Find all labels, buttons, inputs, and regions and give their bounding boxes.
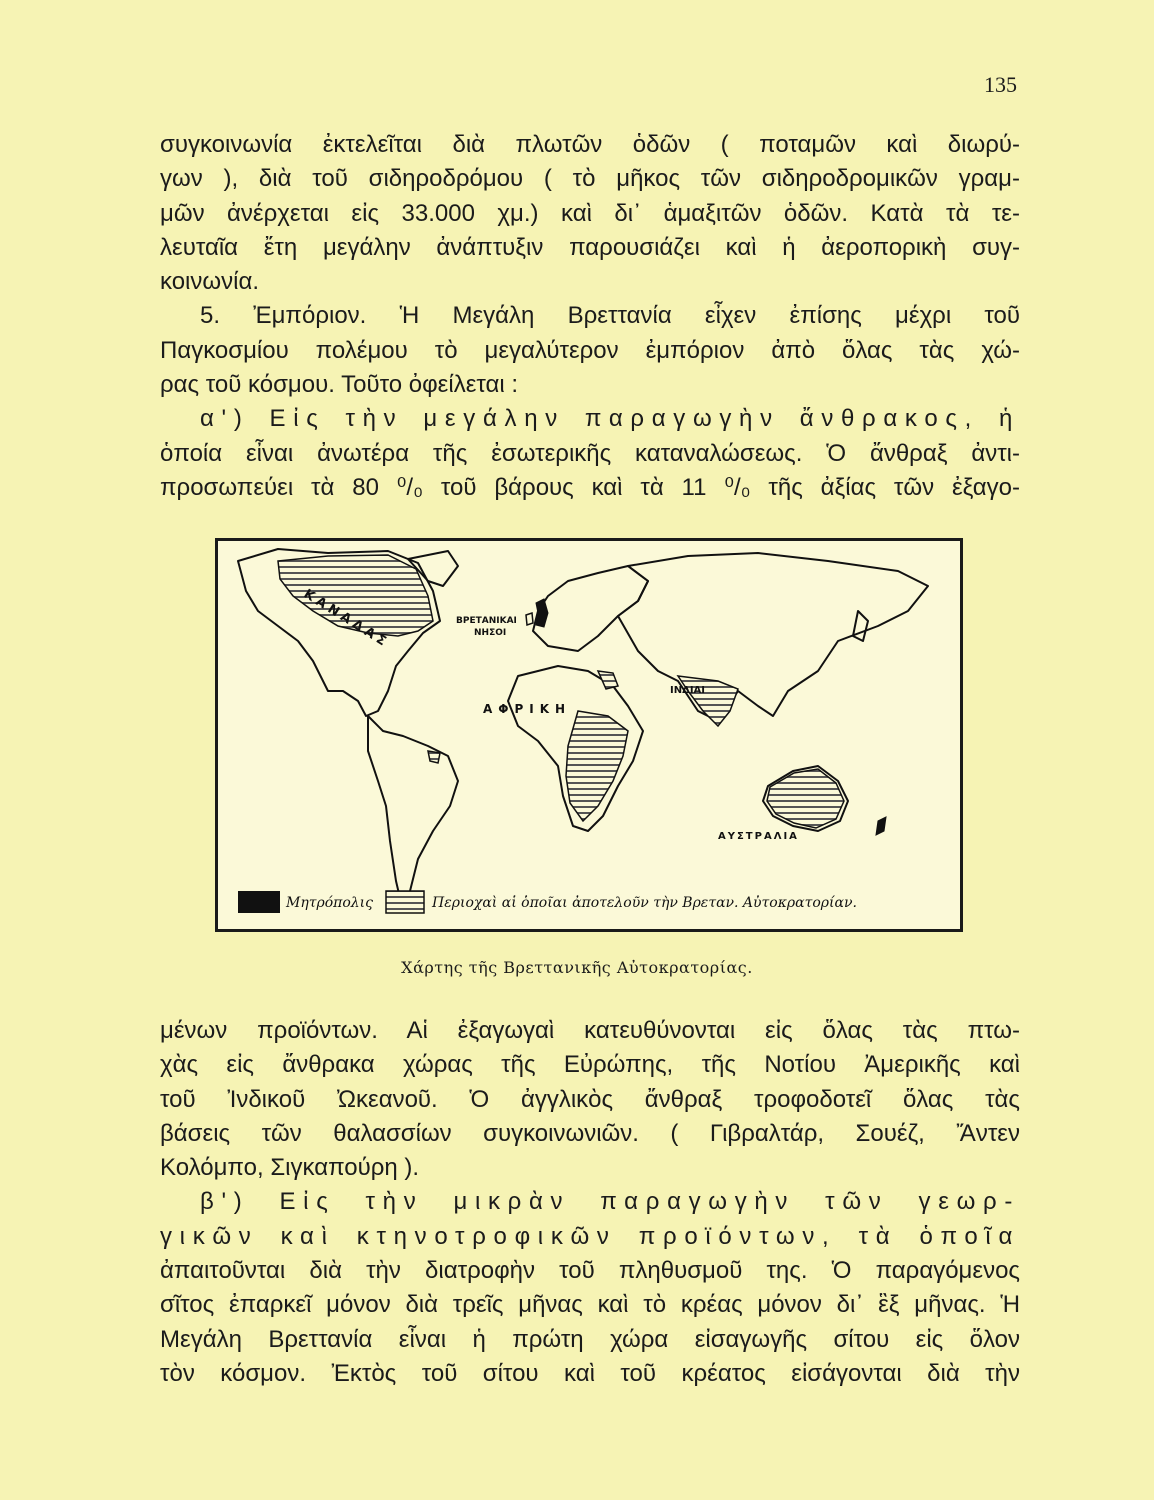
text-line: ὁποία εἶναι ἀνωτέρα τῆς ἐσωτερικῆς καταναλώσεως. Ὁ ἄνθραξ ἀντι- bbox=[160, 439, 1020, 467]
africa-label: ΑΦΡΙΚΗ bbox=[483, 702, 572, 716]
text-line: σῖτος ἐπαρκεῖ μόνον διὰ τρεῖς μῆνας καὶ τὸ κρέας μόνον δι᾿ ἓξ μῆνας. Ἡ bbox=[160, 1291, 1020, 1319]
text-line: μῶν ἀνέρχεται εἰς 33.000 χμ.) καὶ δι᾿ ἁμαξιτῶν ὁδῶν. Κατὰ τὰ τε- bbox=[160, 199, 1020, 227]
british-isles-label-2: ΝΗΣΟΙ bbox=[474, 628, 507, 638]
guiana-territory bbox=[428, 751, 440, 763]
australia-label: ΑΥΣΤΡΑΛΙΑ bbox=[718, 831, 799, 842]
british-isles-label-1: ΒΡΕΤΑΝΙΚΑΙ bbox=[456, 616, 517, 626]
text-line: ρας τοῦ κόσμου. Τοῦτο ὀφείλεται : bbox=[160, 371, 519, 399]
text-line: τοῦ Ἰνδικοῦ Ὠκεανοῦ. Ὁ ἀγγλικὸς ἄνθραξ τροφοδοτεῖ ὅλας τὰς bbox=[160, 1085, 1020, 1113]
text-line: ἀπαιτοῦνται διὰ τὴν διατροφὴν τοῦ πληθυσμοῦ της. Ὁ παραγόμενος bbox=[160, 1257, 1020, 1285]
text-line: λευταῖα ἔτη μεγάλην ἀνάπτυξιν παρουσιάζει καὶ ἡ ἀεροπορικὴ συγ- bbox=[160, 233, 1020, 261]
text-line: γων ), διὰ τοῦ σιδηροδρόμου ( τὸ μῆκος τῶν σιδηροδρομικῶν γραμ- bbox=[160, 165, 1020, 193]
text-line: κοινωνία. bbox=[160, 268, 259, 296]
top-text-block bbox=[160, 128, 1020, 505]
text-line: Κολόμπο, Σιγκαπούρη ). bbox=[160, 1154, 420, 1182]
british-empire-map bbox=[215, 538, 963, 932]
map-caption: Χάρτης τῆς Βρεττανικῆς Αὐτοκρατορίας. bbox=[401, 958, 753, 977]
text-line: Παγκοσμίου πολέμου τὸ μεγαλύτερον ἐμπόριον ἀπὸ ὅλας τὰς χώ- bbox=[160, 336, 1020, 364]
bottom-text-block bbox=[160, 1014, 1020, 1391]
legend-metropolis-label: Μητρόπολις bbox=[286, 895, 373, 911]
subsection-heading-line: β') Εἰς τὴν μικρὰν παραγωγὴν τῶν γεωρ- bbox=[200, 1188, 1020, 1216]
egypt-territory bbox=[598, 671, 618, 689]
section-heading-line: 5. Ἐμπόριον. Ἡ Μεγάλη Βρεττανία εἶχεν ἐπίσης μέχρι τοῦ bbox=[200, 302, 1020, 330]
text-line: Μεγάλη Βρεττανία εἶναι ἡ πρώτη χώρα εἰσαγωγῆς σίτου εἰς ὅλον bbox=[160, 1325, 1020, 1353]
text-line: βάσεις τῶν θαλασσίων συγκοινωνιῶν. ( Γιβραλτάρ, Σουέζ, Ἄντεν bbox=[160, 1119, 1020, 1147]
text-line: τὸν κόσμον. Ἐκτὸς τοῦ σίτου καὶ τοῦ κρέατος εἰσάγονται διὰ τὴν bbox=[160, 1359, 1020, 1387]
south-america-outline bbox=[368, 716, 458, 911]
subsection-heading-line: α') Εἰς τὴν μεγάλην παραγωγὴν ἄνθρακος, ἡ bbox=[200, 405, 1020, 433]
new-zealand-shape bbox=[876, 817, 886, 835]
britain-metropolis bbox=[536, 599, 548, 627]
legend-territories-swatch bbox=[386, 891, 424, 913]
ireland-shape bbox=[526, 613, 533, 625]
world-map-svg bbox=[218, 541, 960, 929]
text-line: συγκοινωνία ἐκτελεῖται διὰ πλωτῶν ὁδῶν ( ποταμῶν καὶ διωρύ- bbox=[160, 131, 1020, 158]
legend-territories-label: Περιοχαὶ αἱ ὁποῖαι ἀποτελοῦν τὴν Βρεταν. Αὐτοκρατορίαν. bbox=[432, 895, 857, 911]
text-line: γικῶν καὶ κτηνοτροφικῶν προϊόντων, τὰ ὁποῖα bbox=[160, 1222, 1020, 1250]
text-line: χὰς εἰς ἄνθρακα χώρας τῆς Εὐρώπης, τῆς Νοτίου Ἀμερικῆς καὶ bbox=[160, 1051, 1020, 1079]
japan-outline bbox=[853, 611, 868, 641]
text-line: μένων προϊόντων. Αἱ ἐξαγωγαὶ κατευθύνονται εἰς ὅλας τὰς πτω- bbox=[160, 1017, 1020, 1044]
africa-territory bbox=[566, 711, 628, 821]
legend-metropolis-swatch bbox=[238, 891, 280, 913]
page-number: 135 bbox=[984, 72, 1017, 97]
text-line: προσωπεύει τὰ 80 ⁰/₀ τοῦ βάρους καὶ τὰ 11 ⁰/₀ τῆς ἀξίας τῶν ἐξαγο- bbox=[160, 473, 1020, 501]
india-territory bbox=[678, 676, 738, 726]
india-label: ΙΝΔΙΑΙ bbox=[670, 685, 706, 696]
canada-label: ΚΑΝΑΔΑΣ bbox=[300, 586, 393, 652]
asia-outline bbox=[618, 553, 928, 721]
